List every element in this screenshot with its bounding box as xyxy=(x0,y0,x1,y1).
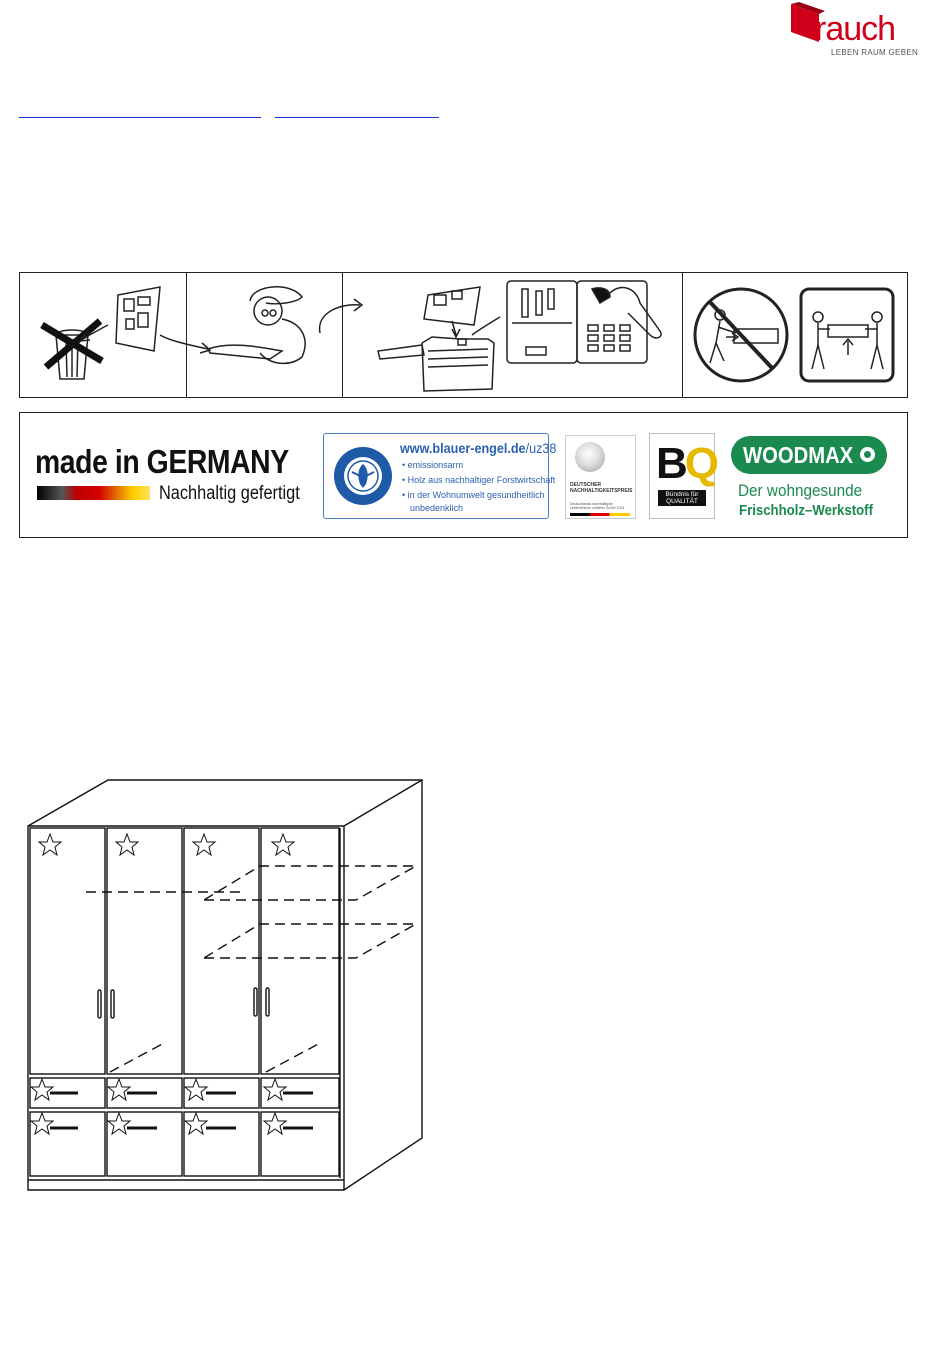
wardrobe-door-3 xyxy=(184,828,259,1074)
blauer-engel-bullet-cont: unbedenklich xyxy=(410,503,464,513)
instruction-pictogram-strip xyxy=(19,272,908,398)
wardrobe-drawer xyxy=(184,1112,259,1176)
award-orb-icon xyxy=(575,442,605,472)
wardrobe-drawer xyxy=(107,1112,182,1176)
control-panel-icon xyxy=(507,281,661,363)
fitting-mark-icons xyxy=(31,834,294,1134)
woodmax-dot-icon xyxy=(860,447,875,462)
wardrobe-drawing xyxy=(26,776,426,1196)
door-handle xyxy=(98,990,101,1018)
nachhaltigkeitspreis-title: DEUTSCHER NACHHALTIGKEITSPREIS xyxy=(570,482,633,494)
brand-wordmark: rauch xyxy=(815,10,896,48)
certification-strip xyxy=(19,412,908,538)
manual-booklet-icon xyxy=(80,287,160,351)
no-drag-icon xyxy=(695,289,787,381)
lift-carry-icon xyxy=(801,289,893,381)
blauer-engel-bullet: • emissionsarm xyxy=(402,460,463,470)
wardrobe-door-2 xyxy=(107,828,182,1074)
blauer-engel-bullet: • Holz aus nachhaltiger Forstwirtschaft xyxy=(402,475,555,485)
nachhaltigkeitspreis-note: Deutschlands nachhaltigste Unternehmen mittlerer Größe 2014 xyxy=(570,502,625,510)
link-underline-1[interactable] xyxy=(19,101,261,118)
woodmax-wordmark: WOODMAX xyxy=(743,442,854,468)
bq-caption: Bündnis für QUALITÄT xyxy=(658,490,706,506)
link-underline-2[interactable] xyxy=(275,101,439,118)
door-handle xyxy=(266,988,269,1016)
wardrobe-door-4 xyxy=(261,828,339,1074)
wardrobe-door-1 xyxy=(30,828,105,1074)
flag-stripe xyxy=(570,513,630,516)
wardrobe-drawer xyxy=(30,1112,105,1176)
made-in-title: made in GERMANY xyxy=(35,443,289,480)
made-in-subtitle: Nachhaltig gefertigt xyxy=(159,483,300,504)
brand-logo xyxy=(787,2,919,62)
arrow-icon xyxy=(160,335,208,349)
blauer-engel-url: www.blauer-engel.de/uz38 xyxy=(400,440,557,456)
instruction-pictograms xyxy=(20,273,907,397)
woodmax-line2: Frischholz–Werkstoff xyxy=(739,502,873,519)
door-handle xyxy=(254,988,257,1016)
nachhaltigkeitspreis-badge xyxy=(565,435,636,519)
blauer-engel-bullet: • in der Wohnumwelt gesundheitlich xyxy=(402,490,545,500)
interior-shelves xyxy=(86,866,416,1072)
person-reading-icon xyxy=(208,287,362,364)
germany-flag-gradient xyxy=(37,486,150,500)
file-folder-icon xyxy=(378,287,500,391)
blauer-engel-badge xyxy=(323,433,557,519)
wardrobe-drawer xyxy=(261,1112,339,1176)
woodmax-pill xyxy=(731,436,887,474)
bq-quality-badge xyxy=(649,433,715,519)
door-handle xyxy=(111,990,114,1018)
bq-letters: BQ xyxy=(656,439,717,488)
woodmax-line1: Der wohngesunde xyxy=(738,481,863,500)
brand-tagline: LEBEN RAUM GEBEN xyxy=(831,48,919,57)
blauer-engel-seal-icon xyxy=(332,442,394,510)
